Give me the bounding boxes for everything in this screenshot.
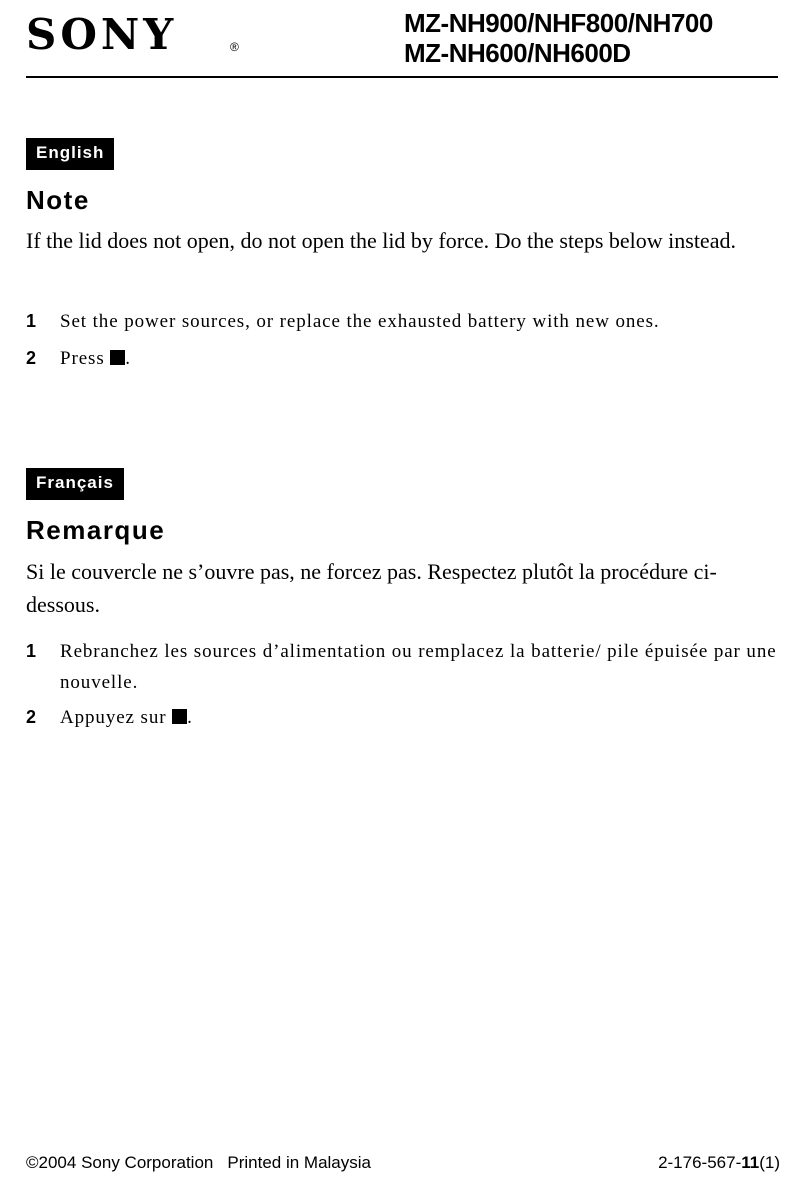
french-step-1 — [26, 636, 786, 698]
step-number: 2 — [26, 707, 37, 727]
step-number: 1 — [26, 641, 37, 661]
french-intro-text: Si le couvercle ne s’ouvre pas, ne forcez pas. Respectez plutôt la procédure ci-dessous. — [26, 559, 717, 617]
step-text-press: Press — [60, 348, 105, 369]
footer-left — [26, 1153, 385, 1173]
step-number: 2 — [26, 348, 37, 368]
step-text — [60, 702, 786, 733]
english-intro-text: If the lid does not open, do not open the lid by force. Do the steps below instead. — [26, 228, 736, 253]
step-number: 1 — [26, 311, 37, 331]
english-step-2 — [26, 343, 786, 374]
part-number-bold: 11 — [741, 1153, 760, 1172]
step-text-period: . — [125, 348, 131, 369]
step-text-period: . — [187, 707, 193, 728]
section-title-remarque: Remarque — [26, 515, 166, 545]
sony-logo: SONY — [26, 10, 178, 59]
printed-in-text: Printed in Malaysia — [227, 1153, 371, 1172]
part-number-prefix: 2-176-567- — [658, 1153, 742, 1172]
model-line-1: MZ-NH900/NHF800/NH700 — [404, 8, 713, 38]
section-title-note: Note — [26, 185, 90, 215]
language-tag-francais: Français — [26, 468, 124, 500]
step-text: Set the power sources, or replace the exhausted battery with new ones. — [60, 311, 660, 332]
step-text-appuyez: Appuyez sur — [60, 707, 167, 728]
french-step-2 — [26, 702, 786, 733]
copyright-text: ©2004 Sony Corporation — [26, 1153, 214, 1172]
registered-mark: ® — [230, 40, 239, 54]
english-step-1 — [26, 306, 786, 337]
model-numbers — [404, 8, 713, 68]
step-text: Rebranchez les sources d’alimentation ou remplacez la batterie/ pile épuisée par une nouvelle. — [60, 641, 777, 693]
language-tag-english: English — [26, 138, 114, 170]
model-line-2: MZ-NH600/NH600D — [404, 38, 631, 68]
stop-icon — [110, 350, 125, 365]
step-text — [60, 343, 786, 374]
header-divider — [26, 76, 778, 78]
part-number-suffix: (1) — [759, 1153, 780, 1172]
stop-icon — [172, 709, 187, 724]
part-number — [658, 1153, 780, 1173]
